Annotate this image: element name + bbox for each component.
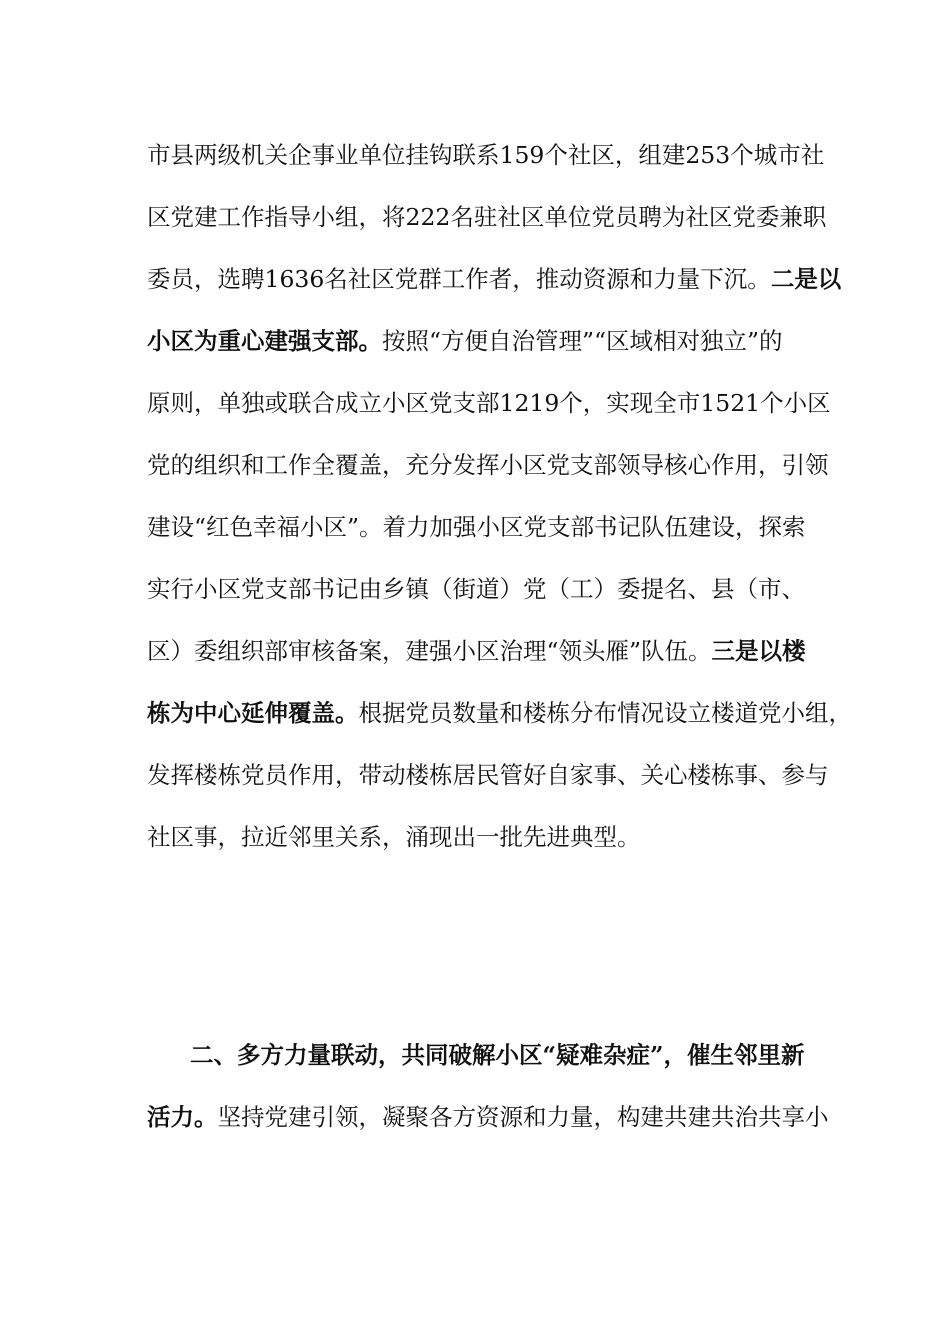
- section-heading: 二、多方力量联动，共同破解小区“疑难杂症”，催生邻里新: [190, 1041, 805, 1069]
- text-run: 社区事，拉近邻里关系，涌现出一批先进典型。: [147, 823, 641, 851]
- text-run: 根据党员数量和楼栋分布情况设立楼道党小组，: [358, 699, 852, 727]
- paragraph-1-line-2: [147, 202, 827, 232]
- paragraph-2-line-1: [190, 1040, 807, 1070]
- paragraph-1-line-11: [147, 760, 829, 790]
- bold-lead-in: 小区为重心建强支部。: [147, 327, 382, 355]
- text-run: 发挥楼栋党员作用，带动楼栋居民管好自家事、关心楼栋事、参与: [147, 761, 829, 789]
- paragraph-1-line-5: [147, 388, 831, 418]
- paragraph-1-line-1: [147, 140, 825, 170]
- paragraph-1-line-12: [147, 822, 807, 852]
- section-heading-end: 活力。: [147, 1103, 218, 1131]
- bold-lead-in: 栋为中心延伸覆盖。: [147, 699, 359, 727]
- text-run: 委员，选聘1636名社区党群工作者，推动资源和力量下沉。: [147, 265, 771, 293]
- paragraph-1-line-3: [147, 264, 842, 294]
- paragraph-2-line-2: [147, 1102, 829, 1132]
- text-run: 党的组织和工作全覆盖，充分发挥小区党支部领导核心作用，引领: [147, 451, 829, 479]
- paragraph-1-line-7: [147, 512, 807, 542]
- text-run: 坚持党建引领，凝聚各方资源和力量，构建共建共治共享小: [217, 1103, 829, 1131]
- bold-lead-in: 三是以楼: [711, 637, 806, 665]
- text-run: 区党建工作指导小组，将222名驻社区单位党员聘为社区党委兼职: [147, 203, 827, 231]
- paragraph-1-line-10: [147, 698, 852, 728]
- paragraph-1-line-9: [147, 636, 807, 666]
- text-run: 实行小区党支部书记由乡镇（街道）党（工）委提名、县（市、: [147, 575, 805, 603]
- bold-lead-in: 二是以: [770, 265, 842, 293]
- text-run: 市县两级机关企事业单位挂钩联系159个社区，组建253个城市社: [147, 141, 825, 169]
- text-run: 区）委组织部审核备案，建强小区治理“领头雁”队伍。: [147, 637, 712, 665]
- text-run: 原则，单独或联合成立小区党支部1219个，实现全市1521个小区: [147, 389, 831, 417]
- paragraph-1-line-6: [147, 450, 829, 480]
- paragraph-1-line-8: [147, 574, 807, 604]
- paragraph-1-line-4: [147, 326, 807, 356]
- text-run: 建设“红色幸福小区”。着力加强小区党支部书记队伍建设，探索: [147, 513, 806, 541]
- text-run: 按照“方便自治管理”“区域相对独立”的: [382, 327, 783, 355]
